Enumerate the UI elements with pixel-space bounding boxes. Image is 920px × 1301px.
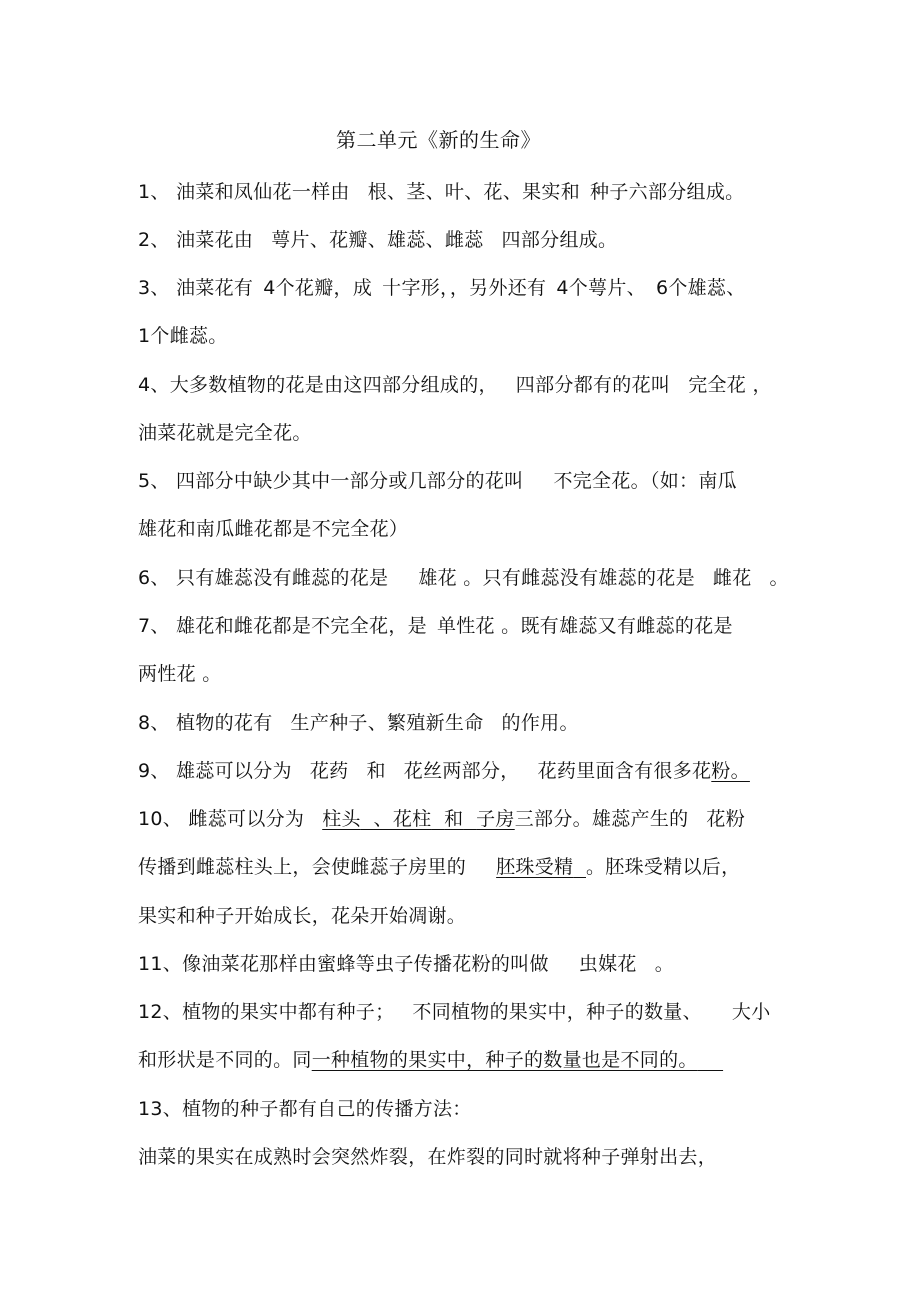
item-10-text: 10、 雌蕊可以分为	[138, 808, 305, 830]
item-3-petals: 4	[263, 277, 276, 299]
item-3-cont	[138, 321, 228, 348]
item-4-cont-text: 油菜花就是完全花。	[138, 422, 312, 444]
item-5	[138, 466, 737, 493]
item-7	[138, 611, 733, 638]
item-12-text: 12、植物的果实中都有种子；	[138, 1001, 395, 1023]
item-3-pistil: 个雌蕊。	[150, 325, 228, 347]
item-8-text: 8、 植物的花有	[138, 712, 273, 734]
page-title: 第二单元《新的生命》	[336, 128, 541, 152]
item-3-text: 3、 油菜花有	[138, 277, 254, 299]
item-11	[138, 949, 674, 976]
item-12-text-2: 不同植物的果实中，种子的数量、	[412, 1001, 702, 1023]
item-9-anther-2: 花药	[537, 760, 577, 782]
item-10-cont-2	[138, 901, 466, 928]
item-6-answer: 雄花 。只有雌蕊没有雄蕊的花是	[418, 567, 695, 589]
item-1	[138, 177, 744, 204]
item-12-cont-text: 和形状是不同的。同	[138, 1049, 312, 1071]
item-2-tail: 四部分组成。	[501, 229, 618, 251]
item-2	[138, 225, 617, 252]
item-7-cont	[138, 659, 222, 686]
item-2-text: 2、 油菜花由	[138, 229, 254, 251]
item-10	[138, 804, 745, 831]
item-6	[138, 563, 789, 590]
item-7-answer: 单性花 。既有雄蕊又有雌蕊的花是	[436, 615, 733, 637]
item-10-pollen: 花粉	[706, 808, 746, 830]
item-3-sepals: 4	[556, 277, 569, 299]
item-13-cont-text: 油菜的果实在成熟时会突然炸裂，在炸裂的同时就将种子弹射出去，	[138, 1146, 718, 1168]
item-9-pollen: 粉。	[711, 760, 750, 782]
item-10-fertilization: 胚珠受精	[496, 856, 574, 878]
item-6-text: 6、 只有雄蕊没有雌蕊的花是	[138, 567, 389, 589]
item-10-cont	[138, 852, 740, 879]
item-4-answer: 完全花 ，	[688, 374, 772, 396]
item-13	[138, 1094, 472, 1121]
item-10-style: 、花柱	[373, 808, 432, 830]
item-5-text: 5、 四部分中缺少其中一部分或几部分的花叫	[138, 470, 524, 492]
item-10-cont-text-2: 。胚珠受精以后，	[586, 856, 741, 878]
item-3-text-4: 个雄蕊、	[668, 277, 746, 299]
item-6-answer-2: 雌花	[712, 567, 752, 589]
item-9-and: 和	[366, 760, 386, 782]
item-11-answer: 虫媒花	[578, 953, 637, 975]
item-9-text-2: 两部分，	[442, 760, 520, 782]
item-3-text-3: 个萼片、	[568, 277, 646, 299]
item-5-answer: 不完全花。（如：南瓜	[553, 470, 737, 492]
item-7-answer-2: 两性花 。	[138, 663, 222, 685]
item-4-text-2: 四部分都有的花叫	[515, 374, 671, 396]
item-10-and: 和	[444, 808, 464, 830]
item-13-cont	[138, 1142, 717, 1169]
item-13-text: 13、植物的种子都有自己的传播方法：	[138, 1098, 472, 1120]
item-2-answer: 萼片、花瓣、雄蕊、雌蕊	[271, 229, 484, 251]
item-8	[138, 708, 579, 735]
item-8-tail: 的作用。	[501, 712, 579, 734]
item-5-cont	[138, 514, 408, 541]
item-8-answer: 生产种子、繁殖新生命	[290, 712, 484, 734]
item-12-answer: 一种植物的果实中，种子的数量也是不同的。	[311, 1049, 698, 1071]
item-3-pistil-count: 1	[138, 325, 151, 347]
item-3	[138, 273, 746, 300]
item-12-cont	[138, 1045, 723, 1072]
item-9-text-3: 里面含有很多花	[576, 760, 712, 782]
item-9	[138, 756, 750, 783]
item-9-anther: 花药	[309, 760, 349, 782]
item-3-text-2: 个花瓣，成	[275, 277, 373, 299]
item-12-text-3: 大小	[731, 1001, 771, 1023]
item-4-cont	[138, 418, 312, 445]
item-4-text: 4、大多数植物的花是由这四部分组成的，	[138, 374, 498, 396]
item-1-answer-seed: 种子	[590, 181, 629, 203]
item-1-tail: 六部分组成。	[628, 181, 745, 203]
item-10-text-2: 三部分。雄蕊产生的	[514, 808, 689, 830]
item-10-ovary: 子房	[476, 808, 515, 830]
item-9-text: 9、 雄蕊可以分为	[138, 760, 292, 782]
item-1-answer: 根、茎、叶、花、果实和	[367, 181, 581, 203]
item-4	[138, 370, 772, 397]
item-3-stamens: 6	[655, 277, 669, 299]
item-10-cont-text-3: 果实和种子开始成长，花朵开始凋谢。	[138, 905, 467, 927]
item-6-tail: 。	[769, 567, 789, 589]
item-1-text: 1、 油菜和凤仙花一样由	[138, 181, 350, 203]
item-3-cross: 十字形，，另外还有	[382, 277, 547, 299]
item-11-tail: 。	[654, 953, 674, 975]
item-10-stigma: 柱头	[322, 808, 361, 830]
item-7-text: 7、 雄花和雌花都是不完全花，是	[138, 615, 427, 637]
item-11-text: 11、像油菜花那样由蜜蜂等虫子传播花粉的叫做	[138, 953, 549, 975]
item-5-cont-text: 雄花和南瓜雌花都是不完全花）	[138, 518, 409, 540]
item-12	[138, 997, 771, 1024]
item-10-cont-text: 传播到雌蕊柱头上，会使雌蕊子房里的	[138, 856, 467, 878]
item-9-filament: 花丝	[403, 760, 443, 782]
